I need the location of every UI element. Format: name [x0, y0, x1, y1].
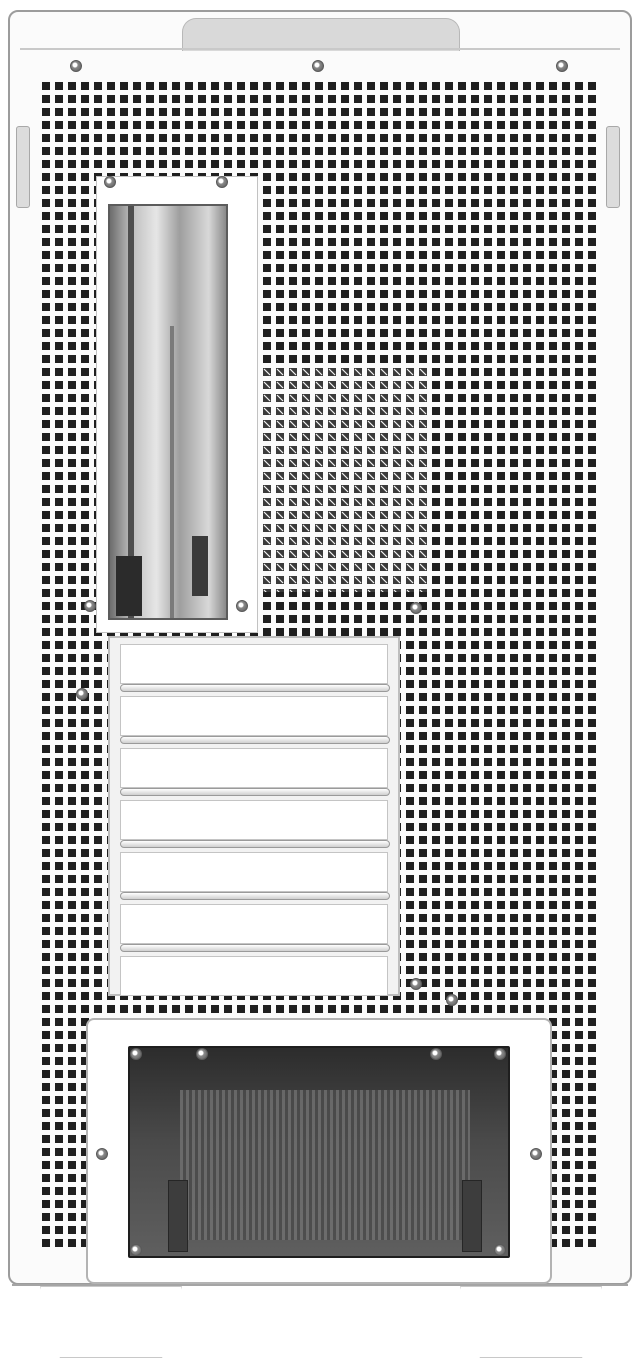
- screw-icon: [410, 602, 422, 614]
- interior-cable: [192, 536, 208, 596]
- expansion-slot-cover: [120, 696, 388, 736]
- screw-icon: [530, 1148, 542, 1160]
- screw-icon: [216, 176, 228, 188]
- expansion-slot-cover: [120, 956, 388, 996]
- slot-retention-bar: [120, 684, 390, 692]
- psu-rail: [462, 1180, 482, 1252]
- screw-icon: [130, 1244, 142, 1256]
- top-handle: [182, 18, 460, 51]
- psu-rail: [168, 1180, 188, 1252]
- rear-exhaust-window: [108, 204, 228, 620]
- screw-icon: [76, 688, 88, 700]
- screw-icon: [104, 176, 116, 188]
- screw-icon: [130, 1048, 142, 1060]
- expansion-slot-cover: [120, 852, 388, 892]
- expansion-slot-cover: [120, 748, 388, 788]
- expansion-slot-cover: [120, 644, 388, 684]
- case-foot-right: [460, 1286, 602, 1358]
- screw-icon: [494, 1048, 506, 1060]
- slot-retention-bar: [120, 840, 390, 848]
- screw-icon: [96, 1148, 108, 1160]
- base-edge: [12, 1284, 628, 1286]
- interior-cable: [116, 556, 142, 616]
- right-latch: [606, 126, 620, 208]
- screw-icon: [556, 60, 568, 72]
- expansion-slot-bay: [108, 636, 400, 996]
- screw-icon: [494, 1244, 506, 1256]
- slot-retention-bar: [120, 788, 390, 796]
- case-foot-left: [40, 1286, 182, 1358]
- expansion-slot-cover: [120, 904, 388, 944]
- expansion-slot-cover: [120, 800, 388, 840]
- left-latch: [16, 126, 30, 208]
- top-rail: [20, 48, 620, 50]
- screw-icon: [410, 978, 422, 990]
- screw-icon: [70, 60, 82, 72]
- slot-retention-bar: [120, 944, 390, 952]
- screw-icon: [84, 600, 96, 612]
- psu-bay-floor: [180, 1090, 470, 1240]
- screw-icon: [196, 1048, 208, 1060]
- screw-icon: [446, 994, 458, 1006]
- screw-icon: [236, 600, 248, 612]
- screw-icon: [312, 60, 324, 72]
- screw-icon: [430, 1048, 442, 1060]
- interior-strut: [170, 326, 174, 620]
- slot-retention-bar: [120, 736, 390, 744]
- slot-retention-bar: [120, 892, 390, 900]
